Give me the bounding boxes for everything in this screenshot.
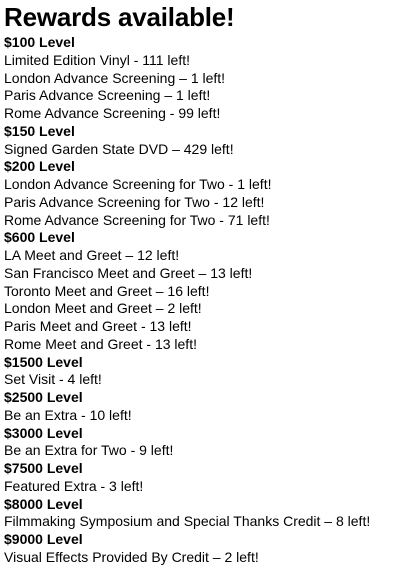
reward-item: Visual Effects Provided By Credit – 2 left! <box>4 548 259 565</box>
reward-tier <box>4 34 410 123</box>
reward-tier <box>4 354 410 390</box>
reward-item: London Advance Screening for Two - 1 left! <box>4 176 272 192</box>
reward-tier <box>4 460 410 496</box>
reward-tier <box>4 425 410 461</box>
tier-level-heading: $200 Level <box>4 158 75 175</box>
reward-tier <box>4 531 410 567</box>
reward-item: Filmmaking Symposium and Special Thanks Credit – 8 left! <box>4 513 371 530</box>
reward-item: Rome Meet and Greet - 13 left! <box>4 335 197 352</box>
reward-item: London Advance Screening – 1 left! <box>4 69 226 86</box>
tier-level-heading: $600 Level <box>4 229 75 246</box>
page-title: Rewards available! <box>4 2 235 32</box>
reward-item: Featured Extra - 3 left! <box>4 477 144 494</box>
reward-tier <box>4 158 410 229</box>
rewards-list <box>4 34 410 567</box>
tier-level-heading: $9000 Level <box>4 531 83 547</box>
reward-item: Paris Advance Screening – 1 left! <box>4 87 211 104</box>
reward-tier <box>4 123 410 159</box>
reward-item: Rome Advance Screening - 99 left! <box>4 105 221 121</box>
reward-item: Be an Extra for Two - 9 left! <box>4 442 174 459</box>
reward-tier <box>4 229 410 353</box>
reward-item: Limited Edition Vinyl - 111 left! <box>4 51 190 68</box>
reward-item: Paris Meet and Greet - 13 left! <box>4 318 192 334</box>
reward-tier <box>4 389 410 425</box>
tier-level-heading: $150 Level <box>4 122 75 139</box>
reward-item: Set Visit - 4 left! <box>4 371 102 388</box>
reward-item: Toronto Meet and Greet – 16 left! <box>4 282 210 299</box>
reward-item: San Francisco Meet and Greet – 13 left! <box>4 264 253 281</box>
reward-tier <box>4 496 410 532</box>
tier-level-heading: $100 Level <box>4 34 75 50</box>
tier-level-heading: $1500 Level <box>4 353 83 370</box>
tier-level-heading: $3000 Level <box>4 424 83 441</box>
reward-item: Signed Garden State DVD – 429 left! <box>4 140 234 157</box>
tier-level-heading: $8000 Level <box>4 495 83 512</box>
reward-item: Paris Advance Screening for Two - 12 left! <box>4 193 265 210</box>
reward-item: London Meet and Greet – 2 left! <box>4 300 202 317</box>
reward-item: Be an Extra - 10 left! <box>4 406 132 423</box>
tier-level-heading: $2500 Level <box>4 389 83 405</box>
tier-level-heading: $7500 Level <box>4 460 83 476</box>
reward-item: LA Meet and Greet – 12 left! <box>4 247 180 263</box>
reward-item: Rome Advance Screening for Two - 71 left! <box>4 211 270 228</box>
